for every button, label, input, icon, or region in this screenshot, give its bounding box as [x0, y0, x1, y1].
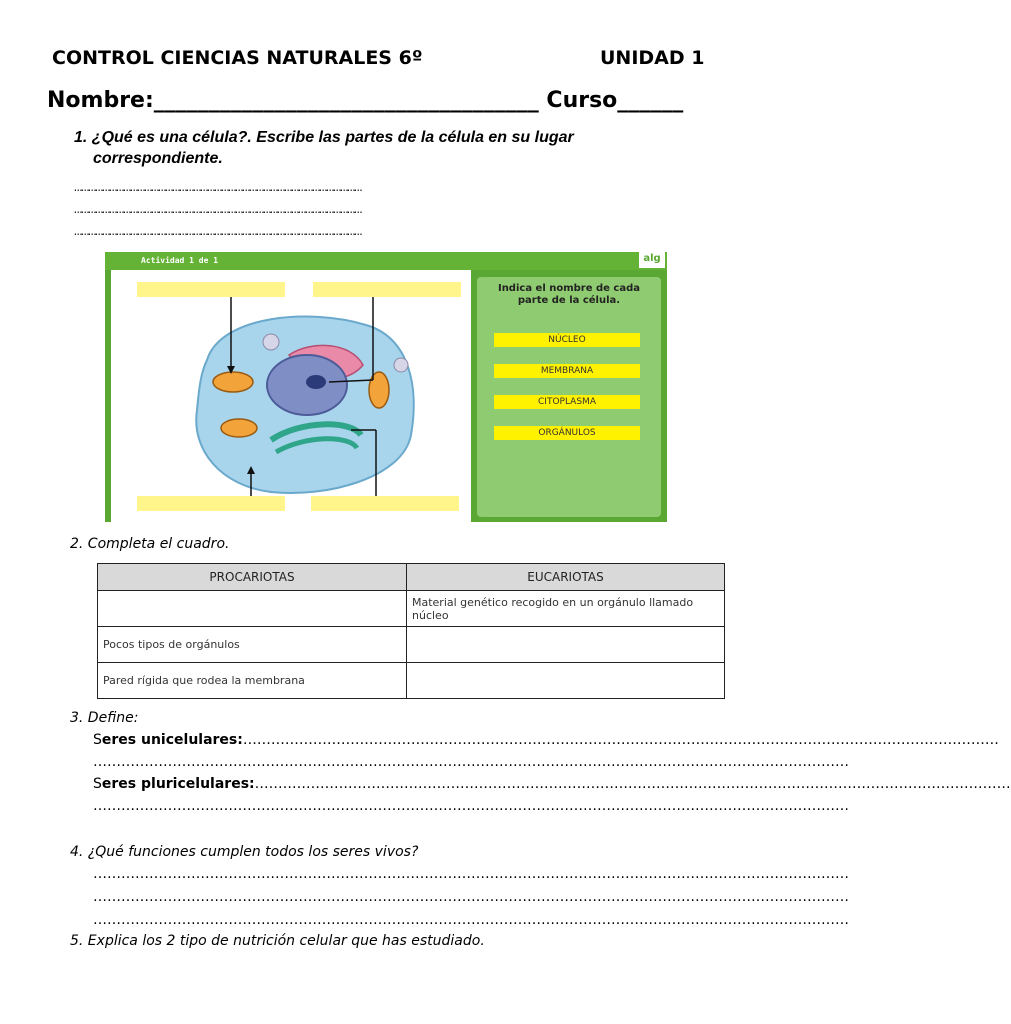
- mitochondrion: [213, 372, 253, 392]
- answer-line: ………………………………………………………………………………………………………………………………………………: [254, 776, 1011, 792]
- answer-line: ……………………………………………………………………………………………………………: [74, 224, 362, 240]
- instruction-panel: [477, 277, 661, 517]
- question-1-text: 1. ¿Qué es una célula?. Escribe las partes de la célula en su lugar: [74, 129, 574, 146]
- answer-line: ………………………………………………………………………………………………………………………………………………: [93, 798, 849, 814]
- unicellular-prefix: S: [93, 732, 102, 748]
- answer-line: ………………………………………………………………………………………………………………………………………………: [93, 754, 849, 770]
- table-header-eucariotas: EUCARIOTAS: [407, 564, 725, 591]
- answer-line: ……………………………………………………………………………………………………………: [74, 180, 362, 196]
- chip-membrana[interactable]: MEMBRANA: [494, 364, 640, 378]
- comparison-table: [97, 563, 725, 699]
- answer-line: ……………………………………………………………………………………………………………: [74, 202, 362, 218]
- question-5-text: 5. Explica los 2 tipo de nutrición celular que has estudiado.: [70, 933, 485, 949]
- worksheet-title: CONTROL CIENCIAS NATURALES 6º: [52, 47, 423, 69]
- pluricellular-prefix: S: [93, 776, 102, 792]
- unit-label: UNIDAD 1: [600, 47, 705, 69]
- activity-header-bar: [105, 252, 667, 270]
- name-course-line: Nombre:___________________________________ Curso______: [47, 88, 684, 113]
- table-cell[interactable]: [407, 663, 725, 699]
- question-3-text: 3. Define:: [70, 710, 139, 726]
- table-cell[interactable]: [407, 627, 725, 663]
- chip-organulos[interactable]: ORGÁNULOS: [494, 426, 640, 440]
- table-cell: Pocos tipos de orgánulos: [98, 627, 407, 663]
- question-1-text-continued: correspondiente.: [93, 150, 223, 167]
- answer-line: ………………………………………………………………………………………………………………………………………………: [93, 889, 849, 905]
- instruction-text: Indica el nombre de cada parte de la célula.: [497, 283, 641, 306]
- activity-header-label: Actividad 1 de 1: [141, 256, 219, 265]
- vacuole: [394, 358, 408, 372]
- answer-line: ………………………………………………………………………………………………………………………………………………: [242, 732, 999, 748]
- cell-activity-image: [105, 252, 667, 522]
- chip-citoplasma[interactable]: CITOPLASMA: [494, 395, 640, 409]
- mitochondrion: [369, 372, 389, 408]
- define-unicellular-line: [93, 732, 999, 748]
- mitochondrion: [221, 419, 257, 437]
- question-2-text: 2. Completa el cuadro.: [70, 536, 230, 552]
- table-cell: Pared rígida que rodea la membrana: [98, 663, 407, 699]
- animal-cell-illustration: [111, 270, 471, 522]
- answer-line: ………………………………………………………………………………………………………………………………………………: [93, 912, 849, 928]
- answer-line: ………………………………………………………………………………………………………………………………………………: [93, 866, 849, 882]
- vacuole: [263, 334, 279, 350]
- question-4-text: 4. ¿Qué funciones cumplen todos los seres vivos?: [70, 844, 419, 860]
- table-header-procariotas: PROCARIOTAS: [98, 564, 407, 591]
- unicellular-label: eres unicelulares:: [101, 732, 243, 748]
- pluricellular-label: eres pluricelulares:: [101, 776, 255, 792]
- chip-nucleo[interactable]: NÚCLEO: [494, 333, 640, 347]
- publisher-logo: alg: [639, 252, 665, 268]
- cell-diagram-area: [111, 270, 471, 522]
- table-cell: Material genético recogido en un orgánulo llamado núcleo: [407, 591, 725, 627]
- nucleolus: [306, 375, 326, 389]
- define-pluricellular-line: [93, 776, 1011, 792]
- table-cell[interactable]: [98, 591, 407, 627]
